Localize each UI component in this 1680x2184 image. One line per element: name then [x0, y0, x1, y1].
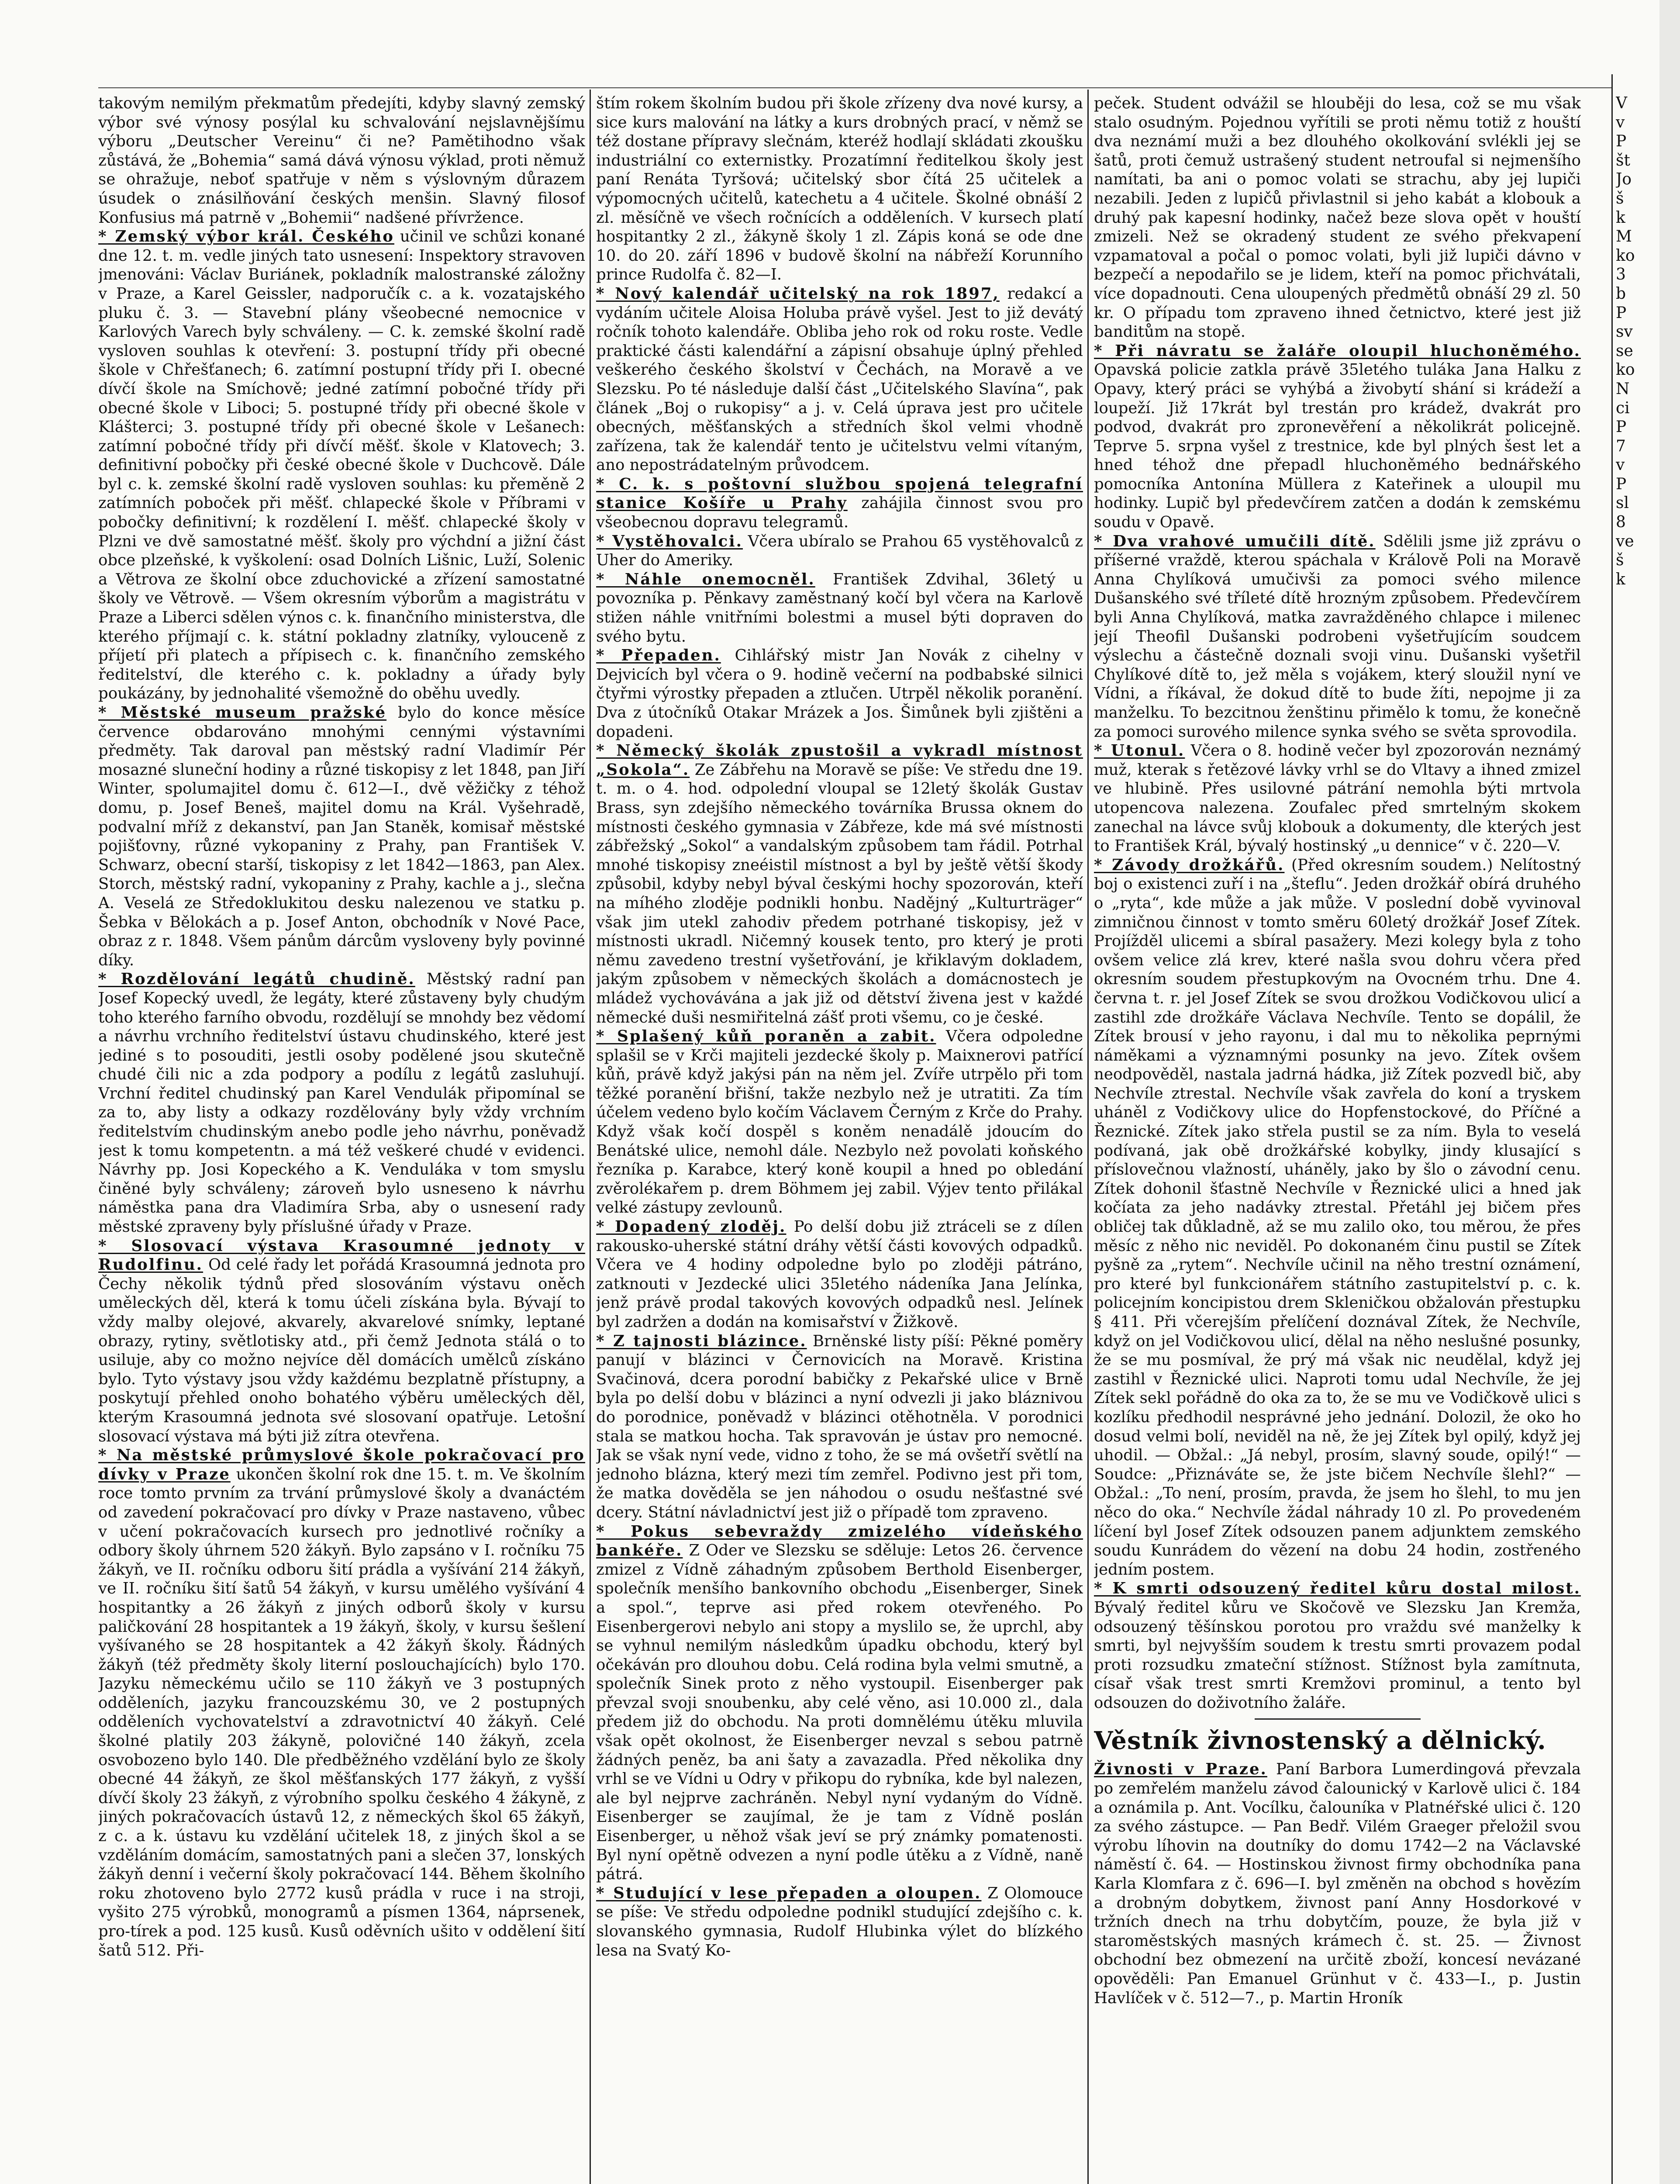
article-paragraph	[596, 1027, 1083, 1217]
column-rule-2	[1087, 90, 1089, 2184]
article-paragraph	[596, 646, 1083, 741]
article-paragraph	[596, 94, 1083, 284]
article-headline: * Studující v lese přepaden a oloupen.	[596, 1884, 982, 1902]
article-text: Městský radní pan Josef Kopecký uvedl, že legáty, které zůstaveny byly chudým toho kterého farního obvodu, rozdělují se mnohdy bez vědomí a návrhu vrchního ředitelství ústavu chudinského, které jest jediné s to posouditi, jestli osoby podělené jsou skutečně chudé čili nic a zda podpory a podílu z legátů zasluhují. Vrchní ředitel chudinský pan Karel Vendulák připomínal se za to, aby listy a odkazy rozdělovány byly vždy vrchním ředitelstvím chudinským anebo podle jeho návrhu, poněvadž jest k tomu kompetentn. a má též veškeré chudé v evidenci. Návrhy pp. Josi Kopeckého a K. Venduláka v tom smyslu činěné byly schváleny; zároveň bylo usneseno k návrhu náměstka pana dra Vladimíra Srba, aby o usnesení rady městské zpraveny byly příslušné úřady v Praze.	[98, 970, 585, 1236]
article-text: Bývalý ředitel kůru ve Skočově ve Slezsku Jan Kremža, odsouzený těšínskou porotou pro vraždu své manželky k smrti, byl nejvyšším soudem k trestu smrti provazem podal proti rozsudku zmateční stížnost. Stížnost byla zamítnuta, císař však trest smrti Kremžovi prominul, a tento byl odsouzen do doživotního žaláře.	[1094, 1598, 1581, 1712]
article-headline: * Při návratu se žaláře oloupil hluchoněmého.	[1094, 342, 1581, 360]
article-paragraph	[596, 475, 1083, 532]
article-text: Po delší dobu již ztráceli se z dílen rakousko-uherské státní dráhy větší části kovových odpadků. Včera ve 4 hodiny odpoledne bylo po zloději pátráno, zatknouti v Jezdecké ulici 35letého nádeníka Jana Jelínka, jenž právě prodal takových kovových odpadků nesl. Jelínek byl zadržen a dodán na komisařství v Žižkově.	[596, 1218, 1083, 1331]
article-paragraph	[98, 1237, 585, 1446]
article-paragraph	[596, 1332, 1083, 1522]
article-text: Včera odpoledne splašil se v Krči majiteli jezdecké školy p. Maixnerovi patřící kůň, právě když jakýsi pán na něm jel. Zvíře utrpělo při tom těžké poranění břišní, takže nezbylo než je utratiti. Za tím účelem vedeno bylo kočím Václavem Černým z Krče do Prahy. Když však kočí dospěl s koněm nenadálě jdoucím do Benátské ulice, nemohl dále. Nezbylo než povolati koňského řezníka p. Karabce, který koně koupil a hned po obledání zvěrolékařem p. drem Böhmem jej zabil. Výjev tento přilákal velké zástupy zevlounů.	[596, 1027, 1083, 1217]
top-rule	[98, 87, 1611, 88]
article-text: Sdělili jsme již zprávu o příšerné vraždě, kterou spáchala v Králově Poli na Moravě Anna Chylíková umučivši za pomoci svého milence Dušanského své tříleté dítě hrozným způsobem. Předevčírem byli Anna Chylíková, matka zavražděného chlapce i milenec její Theofil Dušanski podrobeni vyšetřujícím soudcem výslechu a částečně doznali svoji vinu. Dušanski vyšetřil Chylíkové dítě to, jež měla s vojákem, který sloužil nyní ve Vídni, a říkával, že dokud dítě to bude žíti, nepojme ji za manželku. To bezcitnou ženštinu přimělo k tomu, že konečně za pomoci surového milence synka svého se světa sprovodila.	[1094, 532, 1581, 741]
article-paragraph	[1094, 1579, 1581, 1712]
article-text: Ze Zábřehu na Moravě se píše: Ve středu dne 19. t. m. o 4. hod. odpolední vloupal se 12letý školák Gustav Brass, syn zdejšího německého továrníka Brussa oknem do místnosti českého gymnasia v Zábřeze, kde má své místnosti zábřežský „Sokol“ a vandalským způsobem tam řádil. Potrhal mnohé tiskopisy zneéistil místnost a byl by ještě větší škody způsobil, kdyby nebyl býval českými hochy spozorován, kteří na míhého zloděje podnikli honbu. Nadějný „Kulturträger“ však jim utekl zahodiv předem potrhané tiskopisy, jež v místnosti ukradl. Ničemný kousek tento, pro který je proti němu zavedeno trestní vyšetřování, je křiklavým dokladem, jakým způsobem v německých školách a domácnostech je mládež vychovávána a jak již od dětství živena jest v každé německé duši nesmiřitelná zášť proti všemu, co je české.	[596, 760, 1083, 1026]
column-1	[98, 94, 585, 2184]
adjacent-page-edge-text: V v P št Jo š k M ko 3 b P sv se ko N ci P 7 v P sl 8 ve š k	[1616, 94, 1635, 588]
article-text: štím rokem školním budou při škole zřízeny dva nové kursy, a sice kurs malování na látky a kurs drobných prací, v němž se též dostane přípravy slečnám, kteréž hodlají skládati zkoušku industriální co externistky. Prozatímní ředitelkou školy jest paní Renáta Tyršová; učitelský sbor čítá 25 učitelek a výpomocných učitelů, katechetu a 4 učitele. Školné obnáší 2 zl. měsíčně ve všech ročnících a odděleních. V kursech platí hospitantky 2 zl., žákyně školy 1 zl. Zápis koná se ode dne 10. do 20. září 1896 v budově školní na nábřeží Korunního prince Rudolfa č. 82—I.	[596, 94, 1083, 284]
article-headline: * Zemský výbor král. Českého	[98, 228, 394, 246]
article-text: zahájila činnost svou pro všeobecnou dopravu telegramů.	[596, 494, 1083, 532]
article-headline: * Rozdělování legátů chudině.	[98, 970, 415, 988]
article-text: Včera ubíralo se Prahou 65 vystěhovalců z Uher do Ameriky.	[596, 532, 1083, 570]
article-paragraph	[596, 741, 1083, 1027]
article-paragraph	[1094, 94, 1581, 342]
article-text: peček. Student odvážil se hlouběji do lesa, což se mu však stalo osudným. Pojednou vyřítili se proti němu totiž z houští dva neznámí muži a bez dlouhého okolkování svlékli jej se šatů, proti čemuž ustrašený student netroufal si nejmenšího namítati, ba ani o pomoc volati se strachu, aby jej lupiči nezabili. Jeden z lupičů přivlastnil si jeho kabát a klobouk a druhý pak kapesní hodinky, načež beze slova opět v houští zmizeli. Než se okradený student ze svého překvapení vzpamatoval a počal o pomoc volati, byli již lupiči dávno v bezpečí a nepodařilo se je lidem, kteří na pomoc přichvátali, více dopadnouti. Cena uloupených předmětů obnáší 29 zl. 50 kr. O případu tom zpraveno ihned četnictvo, které jest již banditům na stopě.	[1094, 94, 1581, 341]
article-text: učinil ve schůzi konané dne 12. t. m. vedle jiných tato usnesení: Inspektory stravoven jmenováni: Václav Buriánek, pokladník malostranské záložny v Praze, a Karel Geissler, nadporučík c. a k. vozatajského pluku č. 3. — Stavební plány všeobecné nemocnice v Karlových Varech byly schváleny. — C. k. zemské školní radě vysloven souhlas k otevření: 3. postupní třídy při obecné škole v Chřešťanech; 6. zatímní postupní třídy při I. obecné dívčí škole na Smíchově; jedné zatímní pobočné třídy při obecné škole v Liboci; 5. postupné třídy při obecné škole v Klášterci; 3. postupné třídy při obecné škole v Lešanech: zatímní pobočné třídy při dívčí měšť. škole v Klatovech; 3. definitivní pobočky při české obecné škole v Duchcově. Dále byl c. k. zemské školní radě vysloven souhlas: ku přeměně 2 zatímních poboček při měšť. chlapecké škole v Příbrami v pobočky definitivní; k rozdělení I. měšť. chlapecké školy v Plzni ve dvě samostatné měšť. školy pro výchdní a jižní část obce plzeňské, k vyškolení: osad Dolních Lišnic, Luží, Solenic a Větrova ze školní obce zduchovické a zřízení samostatné školy ve Větrově. — Všem okresním výborům a magistrátu v Praze a Liberci sdělen výnos c. k. finančního ministerstva, dle kterého příjmají c. k. státní pokladny zlatníky, vylouceně z příjetí při platech a přípisech c. k. finančního zemského ředitelství, dle kterého c. k. pokladny a úřady byly poukázány, by jednohalité všemožně do oběhu uvedly.	[98, 228, 585, 703]
article-paragraph	[1094, 532, 1581, 742]
page-edge-strip	[1659, 0, 1680, 2184]
article-paragraph	[596, 570, 1083, 646]
article-headline: * Dva vrahové umučili dítě.	[1094, 532, 1376, 550]
article-paragraph	[98, 703, 585, 970]
article-text: bylo do konce měsíce července obdarováno mnohými cennými výstavními předměty. Tak daroval pan městský radní Vladimír Pér mosazné sluneční hodiny a různé tiskopisy z let 1848, pan Jiří Winter, spolumajitel domu č. 612—I., dvě věžičky z téhož domu, p. Josef Beneš, majitel domu na Král. Vyšehradě, podvalní mříž z dekanství, pan Jan Staněk, komisař městské pojišťovny, různé vykopaniny z Prahy, pan František V. Schwarz, obecní starší, tiskopisy z let 1842—1863, pan Alex. Storch, městský radní, vykopaniny z Prahy, kachle a j., slečna A. Veselá ze Středoklukitou desku nalezenou ve statku p. Šebka v Bělokách a p. Josef Anton, obchodník v Nové Pace, obraz z r. 1848. Všem pánům dárcům vysloveny byly povinné díky.	[98, 704, 585, 969]
column-3	[1094, 94, 1581, 2184]
article-text: František Zdvihal, 36letý u povozníka p. Pěnkavy zaměstnaný kočí byl včera na Karlově stižen náhle vnitřními bolestmi a musel býti dopraven do svého bytu.	[596, 570, 1083, 646]
column-rule-3	[1611, 74, 1613, 2184]
article-headline: * K smrti odsouzený ředitel kůru dostal milost.	[1094, 1579, 1581, 1598]
article-headline: * Nový kalendář učitelský na rok 1897,	[596, 284, 1000, 303]
article-text: Brněnské listy píší: Pěkné poměry panují v blázinci v Černovicích na Moravě. Kristina Svačinová, dcera porodní babičky z Pekařské ulice v Brně byla po delší dobu v blázinci a nyní odvezli ji jako bláznivou do porodnice, poněvadž v blázinci otěhotněla. V porodnici stala se matkou hocha. Tak spravován je ústav pro nemocné. Jak se však nyní vede, vidno z toho, že se má ovšetří světlí na jednoho blázna, který mezi tím zemřel. Podivno jest při tom, že matka dověděla se jen náhodou o osudu nešťastné své dcery. Státní návladnictví jest již o případě tom zpraveno.	[596, 1332, 1083, 1521]
article-text: Od celé řady let pořádá Krasoumná jednota pro Čechy několik týdnů před slosováním výstavu oněch uměleckých děl, která k tomu účeli získána byla. Bývají to vždy malby olejové, akvarely, akvarelové snímky, leptané obrazy, rytiny, světlotisky atd., při čemž Jednota stálá o to usiluje, aby co možno nejvíce děl domácích umělců získáno bylo. Tyto výstavy jsou vždy každému bezplatně přístupny, a poskytují přehled onoho bohatého výběru uměleckých děl, kterým Krasoumná jednota své slosovaní opatřuje. Letošní slosovací výstava má býti již zítra otevřena.	[98, 1256, 585, 1445]
section-rule	[1255, 1718, 1421, 1720]
section-heading: Věstník živnostenský a dělnický.	[1094, 1726, 1546, 1755]
article-paragraph	[98, 970, 585, 1236]
article-paragraph	[1094, 1760, 1581, 2008]
article-headline: * Přepaden.	[596, 646, 721, 665]
article-paragraph	[596, 1884, 1083, 1960]
article-headline: * Utonul.	[1094, 742, 1185, 760]
article-text: Včera o 8. hodině večer byl zpozorován neznámý muž, kterak s řetězové lávky vrhl se do Vltavy a ihned zmizel ve hlubině. Přes usilovné pátrání nemohla býti mrtvola utopencova nalezena. Zoufalec před smrtelným skokem zanechal na lávce svůj klobouk a dokumenty, dle kterých jest to František Král, bývalý hostinský „u dennice“ v č. 220—V.	[1094, 742, 1581, 855]
article-headline: * Závody drožkářů.	[1094, 856, 1285, 874]
article-text: Opavská policie zatkla právě 35letého tuláka Jana Halku z Opavy, který práci se vyhýbá a živobytí shání si krádeží a loupeží. Již 17krát byl trestán pro krádež, dvakrát pro podvod, dvakrát pro zpronevěření a několikrát policejně. Teprve 5. srpna vyšel z trestnice, kde byl plných šest let a hned téhož dne přepadl hluchoněmého bednářského pomocníka Antonína Müllera z Kateřinek a uloupil mu hodinky. Lupič byl předevčírem zatčen a dodán k zemskému soudu v Opavě.	[1094, 361, 1581, 532]
article-paragraph	[596, 532, 1083, 570]
article-text: Cihlářský mistr Jan Novák z cihelny v Dejvicích byl včera o 9. hodině večerní na podbabské silnici čtyřmi výrostky přepaden a ztlučen. Utrpěl několik poranění. Dva z útočníků Otakar Mrázek a Jos. Šimůnek byli zjištěni a dopadeni.	[596, 646, 1083, 741]
article-paragraph	[596, 284, 1083, 475]
article-paragraph	[596, 1217, 1083, 1332]
article-paragraph	[1094, 741, 1581, 856]
article-headline: * Na městské průmyslové škole pokračovací pro dívky v Praze	[98, 1446, 585, 1483]
article-paragraph	[98, 1446, 585, 1960]
article-headline: * Vystěhovalci.	[596, 532, 743, 550]
article-text: Z Olomouce se píše: Ve středu odpoledne podnikl studující zdejšího c. k. slovanského gymnasia, Rudolf Hlubinka výlet do blízkého lesa na Svatý Ko-	[596, 1884, 1083, 1959]
article-headline: * Splašený kůň poraněn a zabit.	[596, 1027, 936, 1046]
article-headline: Živnosti v Praze.	[1094, 1760, 1267, 1779]
article-headline: * Městské museum pražské	[98, 704, 387, 722]
article-text: Paní Barbora Lumerdingová převzala po zemřelém manželu závod čalounický v Karlově ulici č. 184 a oznámila p. Ant. Vocílku, čalouníka v Platnéřské ulici č. 120 za svého zástupce. — Pan Bedř. Vilém Graeger přeložil svou výrobu líhovin na doutníky do domu 1742—2 na Václavské náměstí č. 64. — Hostinskou živnost firmy obchodníka pana Karla Klomfara z č. 696—I. byl změněn na obchod s hovězím a drobným dobytkem, živnost paní Anny Hosdorkové v tržních dnech na trhu dobytčím, pouze, že byla již v staroměstských masných krámech č. st. 25. — Živnost obchodní bez obmezení na určitě zboží, koncesí nevázané opověděli: Pan Emanuel Grünhut v č. 433—I., p. Justin Havlíček v č. 512—7., p. Martin Hroník	[1094, 1760, 1581, 2007]
article-headline: * Slosovací výstava Krasoumné jednoty v Rudolfinu.	[98, 1237, 585, 1274]
article-text: takovým nemilým překmatům předejíti, kdyby slavný zemský výbor své výnosy posýlal ku schvalování nejslavnějšímu výboru „Deutscher Vereinu“ či ne? Pamětihodno však zůstává, že „Bohemia“ samá dává výnosu výklad, proti němuž se ohražuje, neboť spatřuje v něm s výslovným důrazem úsudek o znásilňování českých menšin. Slavný filosof Konfusius má patrně v „Bohemii“ nadšené přívržence.	[98, 94, 585, 227]
column-2	[596, 94, 1083, 2184]
article-text: Z Oder ve Slezsku se sděluje: Letos 26. července zmizel z Vídně záhadným způsobem Berthold Eisenberger, společník menšího bankovního obchodu „Eisenberger, Sinek a spol.“, teprve asi před rokem otevřeného. Po Eisenbergerovi nebylo ani stopy a myslilo se, že uprchl, aby se vyhnul nemilým následkům úpadku obchodu, který byl očekáván pro dlouhou dobu. Celá rodina byla velmi smutně, a společník Sinek proto z něho vystoupil. Eisenberger pak převzal svoji snoubenku, aby celé věno, asi 10.000 zl., dala předem již do obchodu. Na proti domnělému útěku mluvila však opět okolnost, že Eisenberger nevzal s sebou patrně žádných peněz, ba ani šaty a zavazadla. Před několika dny vrhl se ve Vídni u Odry v přikopu do rybníka, kde byl nalezen, ale byl nejprve zachráněn. Nebyl nyní vydaným do Vídně. Eisenberger se zaujímal, že je tam z Vídně poslán Eisenberger, u něhož však jeví se prý známky pomatenosti. Byl nyní opětně odvezen a nyní podle útěku a z Vídně, naně pátrá.	[596, 1541, 1083, 1883]
article-text: (Před okresním soudem.) Nelítostný boj o existenci zuří i na „šteflu“. Jeden drožkář obírá druhého o „ryta“, kde může a jak může. V poslední době vyvinoval zimničnou činnost v tomto směru 60letý drožkář Josef Zítek. Projížděl ulicemi a sbíral pasažery. Mezi kolegy byla z toho ovšem velice zlá krev, které našla svou dohru včera před okresním soudem přestupkovým na Ovocném trhu. Dne 4. června t. r. jel Josef Zítek se svou drožkou Vodičkovou ulicí a zastihl zde drožkáře Václava Nechvíle. Tento se dopálil, že Zítek brousí v jeho rayonu, i dal mu to několika peprnými náměkami a významnými posunky na jevo. Zítek ovšem neodpověděl, nastala jadrná hádka, již Zítek pozvedl bič, aby Nechvíle ztrestal. Nechvíle však zavřela do koní a tryskem uháněl z Vodičkovy ulice do Hopfenstockové, do Příčné a Řeznické. Zítek jako střela pustil se za ním. Byla to veselá podívaná, jak obě drožkářské kobylky, jindy klusající s příslovečnou vlažností, uháněly, jako by šlo o závodní cenu. Zítek dohonil šťastně Nechvíle v Řeznické ulici a hned jak kočíata za jeho nadávky ztrestal. Přetáhl jej bičem přes obličej tak důkladně, až se mu zalilo oko, tou měrou, že přes měsíc z něho nic neviděl. Po dokonaném činu pustil se Zítek pyšně za „rytem“. Nechvíle učinil na něho trestní oznámení, pro které byl funkcionářem státního zastupitelství p. c. k. policejním koncipistou drem Skleničkou obžalován přestupku § 411. Při včerejším přelíčení doznával Zítek, že Nechvíle, když on jel Vodičkovou ulicí, dělal na něho neslušné posunky, že se mu posmíval, že prý má však nic neudělal, když jej zastihl v Řeznické ulici. Naproti tomu udal Nechvíle, že jej Zítek sekl pořádně do oka za to, že se mu ve Vodičkově ulici s kozlíku předhodil nesprávné jeho jednání. Dolozil, že oko ho dosud velmi bolí, neviděl na ně, že jej Zítek byl opilý, když jej uhodil. — Obžal.: „Já nebyl, prosím, slavný soude, opilý!“ — Soudce: „Přiznáváte se, že jste bičem Nechvíle šlehl?“ — Obžal.: „To není, prosím, pravda, že jsem ho šlehl, to mu jen něco do oka.“ Nechvíle žádal náhrady 10 zl. Po provedeném líčení byl Josef Zítek odsouzen panem adjunktem zemského soudu Kunrádem do vězení na dobu 24 hodin, zostřeného jedním postem.	[1094, 856, 1581, 1579]
article-text: ukončen školní rok dne 15. t. m. Ve školním roce tomto prvním za trvání průmyslové školy a dvanáctém od zavedení pokračovací pro dívky v Praze nastaveno, vůbec v učení pokračovacích kursech pro jednotlivé ročníky a odbory školy úhrnem 520 žákyň. Bylo zapsáno v I. ročníku 75 žákyň, ve II. ročníku odboru šití prádla a vyšívání 214 žákyň, ve II. ročníku šití šatů 54 žákyň, v kursu umělého vyšívání 4 hospitantky a 26 žákyň z jiných odborů školy v kursu paličkování 28 hospitantek a 19 žákyň, školy, v kursu šešlení vyšívaného se 28 hospitantek a 42 žákyň školy. Řádných žákyň (též předměty školy literní poslouchajících) bylo 170. Jazyku německému učilo se 110 žákyň ve 3 postupných odděleních, jazyku francouzskému 30, ve 2 postupných odděleních vychovatelství a zdravotnictví 40 žákyň. Celé školné platily 203 žákyně, polovičné 140 žákyň, zcela osvobozeno bylo 140. Dle předběžného vzdělání bylo ze školy obecné 44 žákyň, ze škol měšťanských 177 žákyň, z vyšší dívčí školy 23 žákyň, z výrobního spolku českého 4 žákyně, z jiných pokračovacích ústavů 12, z německých škol 65 žákyň, z c. a k. ústavu ku vzdělání učitelek 18, z jiných škol a se vzděláním domácím, samostatných pani a slečen 37, lonských žákyň denní i večerní školy pokračovací 144. Během školního roku zhotoveno bylo 2772 kusů prádla v ruce i na stroji, vyšito 275 výrobků, monogramů a písmen 1364, náprsenek, pro-tírek a pod. 125 kusů. Kusů oděvních ušito v oddělení šití šatů 512. Při-	[98, 1465, 585, 1959]
article-headline: * Z tajnosti blázince.	[596, 1332, 807, 1350]
article-headline: * C. k. s poštovní službou spojená telegrafní stanice Košíře u Prahy	[596, 475, 1083, 512]
article-paragraph	[1094, 856, 1581, 1579]
article-paragraph	[98, 227, 585, 703]
column-rule-1	[590, 90, 591, 2184]
article-headline: * Německý školák zpustošil a vykradl místnost „Sokola“.	[596, 742, 1083, 779]
article-paragraph	[1094, 342, 1581, 532]
article-paragraph	[596, 1522, 1083, 1884]
article-headline: * Dopadený zloděj.	[596, 1218, 787, 1236]
article-text: redakcí a vydáním učitele Aloisa Holuba právě vyšel. Jest to již devátý ročník tohoto kalendáře. Obliba jeho rok od roku roste. Vedle praktické části kalendářní a zápisní obsahuje úplný přehled veškerého českého školství v Čechách, na Moravě a ve Slezsku. Po té následuje další část „Učitelského Slavína“, pak článek „Boj o rukopisy“ a j. v. Celá úprava jest pro učitele obecných, měšťanských a středních škol velmi vhodně zařízena, tak že kalendář tento je učitelstvu velmi vítaným, ano nepostrádatelným průvodcem.	[596, 284, 1083, 474]
article-headline: * Náhle onemocněl.	[596, 570, 815, 588]
article-paragraph	[98, 94, 585, 227]
article-headline: * Pokus sebevraždy zmizelého vídeňského bankéře.	[596, 1522, 1083, 1560]
